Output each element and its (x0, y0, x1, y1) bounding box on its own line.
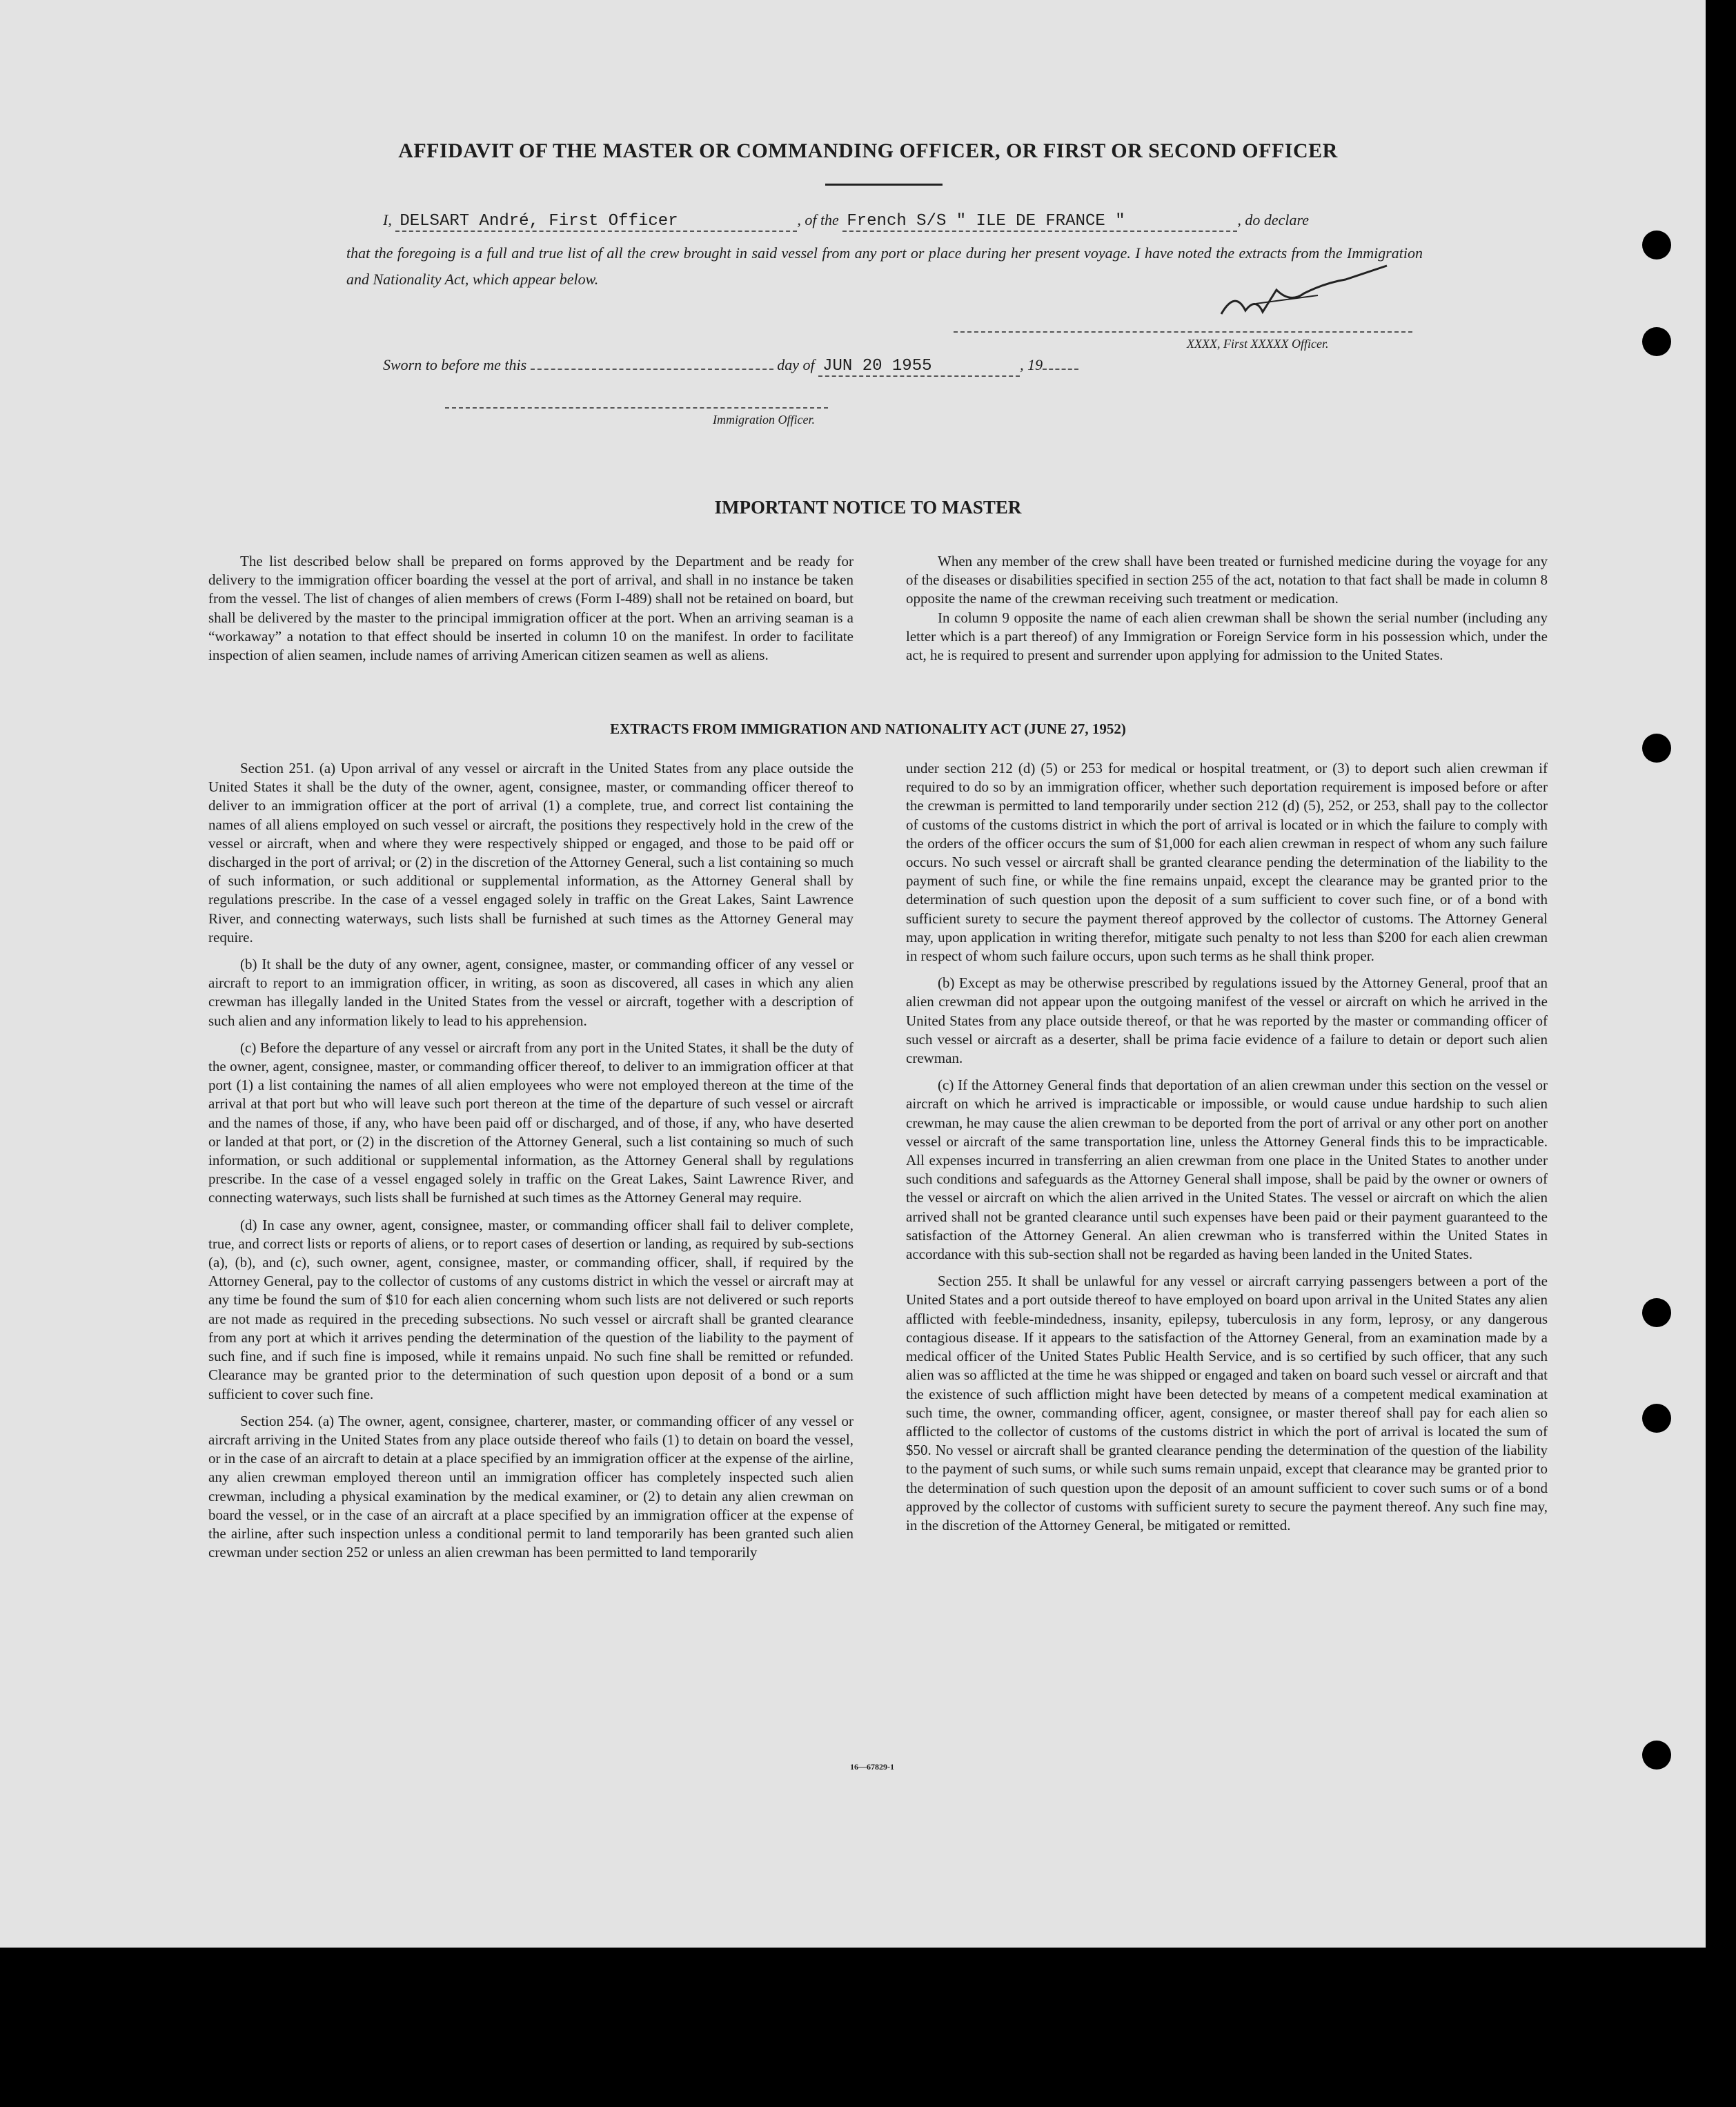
extract-paragraph: (c) Before the departure of any vessel or aircraft from any port in the United States, it shall be the duty of the owner, agent, consignee, master, or commanding officer thereof, to deliver to an immigration officer at that port (1) a list containing the names of all alien employees who were not employed thereon at the time of the arrival at that port but who will leave such port thereon at the time of the departure of such vessel or aircraft and the names of those, if any, who have been paid off or discharged, and of those, if any, who have deserted or landed at that port, or (2) in the discretion of the Attorney General, such a list containing so much of such information, or such additional or supplemental information, as the Attorney General shall by regulations prescribe. In the case of a vessel engaged solely in traffic on the Great Lakes, Saint Lawrence River, and connecting waterways, such lists shall be furnished at such times as the Attorney General may require. (208, 1039, 854, 1206)
sworn-year-prefix: , 19 (1020, 356, 1043, 373)
punch-hole-icon (1642, 327, 1671, 356)
sworn-prefix: Sworn to before me this (383, 356, 527, 373)
form-number: 16—67829-1 (850, 1762, 894, 1772)
sworn-day-of: day of (777, 356, 815, 373)
notice-right-column (906, 552, 1548, 673)
extract-paragraph: Section 255. It shall be unlawful for any vessel or aircraft carrying passengers between a port of the United States and a port outside thereof to have employed on board upon arrival in the United States any alien afflicted with feeble-mindedness, insanity, epilepsy, tuberculosis in any form, leprosy, or any dangerous contagious disease. If it appears to the satisfaction of the Attorney General, from an examination made by a medical officer of the United States Public Health Service, and is so certified by such officer, that any such alien was so afflicted at the time he was shipped or engaged and taken on board such vessel or aircraft and that the existence of such affliction might have been detected by means of a competent medical examination at such time, the owner, commanding officer, agent, consignee, or master thereof shall pay for each alien so afflicted to the collector of customs of the customs district in which the port of arrival is located the sum of $50. No vessel or aircraft shall be granted clearance pending the determination of the question of the liability to the payment of such sums, or while such sums remain unpaid, except that clearance may be granted prior to the determination of such question upon the deposit of an amount sufficient to cover such sums or of a bond approved by the collector of customs with sufficient surety to secure the payment thereof. Any such fine may, in the discretion of the Attorney General, be mitigated or remitted. (906, 1273, 1548, 1533)
extract-paragraph: (b) Except as may be otherwise prescribed by regulations issued by the Attorney General, proof that an alien crewman did not appear upon the outgoing manifest of the vessel or aircraft on which he arrived in the United States from any place outside thereof, or that he was reported by the master or commanding officer of such vessel or aircraft as a deserter, shall be prima facie evidence of a failure to detain or deport such alien crewman. (906, 974, 1548, 1067)
notice-right-paragraph: In column 9 opposite the name of each alien crewman shall be shown the serial number (including any letter which is a part thereof) of any Immigration or Foreign Service form in his possession which, under the act, he is required to present and surrender upon applying for admission to the United States. (906, 609, 1548, 664)
punch-hole-icon (1642, 734, 1671, 763)
extract-paragraph: (c) If the Attorney General finds that deportation of an alien crewman under this section on the vessel or aircraft on which he arrived is impracticable or impossible, or would cause undue hardship to such alien crewman, he may cause the alien crewman to be deported from the port of arrival or any other port on another vessel or aircraft of the same transportation line, unless the Attorney General finds this to be impracticable. All expenses incurred in transferring an alien crewman from one place in the United States to another under such conditions and safeguards as the Attorney General shall impose, shall be paid by the owner or owners of the vessel or aircraft on which the alien arrived in the United States. The vessel or aircraft on which the alien arrived shall not be granted clearance until such expenses have been paid or their payment guaranteed to the satisfaction of the Attorney General. An alien crewman who is transferred within the United States in accordance with this sub-section shall not be regarded as having been landed in the United States. (906, 1077, 1548, 1263)
extracts-heading: EXTRACTS FROM IMMIGRATION AND NATIONALITY ACT (JUNE 27, 1952) (610, 721, 1126, 737)
immigration-officer-label: Immigration Officer. (713, 413, 815, 427)
signature-label: XXXX, First XXXXX Officer. (1187, 337, 1329, 351)
sworn-day-field (531, 369, 773, 370)
sworn-line (383, 356, 1078, 377)
declaration-i: I, (383, 211, 392, 228)
signature-line (954, 331, 1412, 333)
sworn-date-field: JUN 20 1955 (818, 357, 1020, 377)
notice-right-paragraph: When any member of the crew shall have been treated or furnished medicine during the voyage for any of the diseases or disabilities specified in section 255 of the act, notation to that fact shall be made in column 8 opposite the name of the crewman receiving such treatment or medication. (906, 553, 1548, 607)
punch-hole-icon (1642, 231, 1671, 259)
punch-hole-icon (1642, 1298, 1671, 1327)
punch-hole-icon (1642, 1741, 1671, 1770)
notice-left-paragraph: The list described below shall be prepared on forms approved by the Department and be ready for delivery to the immigration officer boarding the vessel at the port of arrival, and shall in no instance be taken from the vessel. The list of changes of alien members of crews (Form I-489) shall not be retained on board, but shall be delivered by the master to the principal immigration officer at the port. When an arriving seaman is a “workaway” a notation to that effect should be inserted in column 10 on the manifest. In order to facilitate inspection of alien seamen, include names of arriving American citizen seamen as well as aliens. (208, 553, 854, 664)
signature-mark (1214, 262, 1394, 324)
extracts-left-column (208, 759, 854, 1570)
title-rule (825, 184, 943, 186)
notice-heading: IMPORTANT NOTICE TO MASTER (714, 497, 1022, 518)
extract-paragraph: under section 212 (d) (5) or 253 for medical or hospital treatment, or (3) to deport such alien crewman if required to do so by an immigration officer, whether such deportation requirement is imposed before or after the crewman is permitted to land temporarily under section 212 (d) (5), 252, or 253, shall pay to the collector of customs of the customs district in which the port of arrival is located or in which the failure to comply with the orders of the officer occurs the sum of $1,000 for each alien crewman in respect of whom any such failure occurs. No such vessel or aircraft shall be granted clearance pending the determination of the liability to the payment of such fine, or while the fine remains unpaid, except the clearance may be granted prior to the determination of such question upon the deposit of a sum sufficient to cover such fine, or of a bond with sufficient surety to secure the payment thereof approved by the collector of customs. The Attorney General may, upon application in writing therefor, mitigate such penalty to not less than $200 for each alien crewman in respect of whom such failure occurs, upon such terms as he shall think proper. (906, 760, 1548, 965)
extracts-right-column (906, 759, 1548, 1543)
notice-left-column (208, 552, 854, 673)
extract-paragraph: (b) It shall be the duty of any owner, agent, consignee, master, or commanding officer of any vessel or aircraft to report to an immigration officer, in writing, as soon as discovered, all cases in which any alien crewman has illegally landed in the United States from the vessel or aircraft, together with a description of such alien and any information likely to lead to his apprehension. (208, 956, 854, 1029)
immigration-officer-line (445, 407, 828, 409)
affidavit-title: AFFIDAVIT OF THE MASTER OR COMMANDING OFFICER, OR FIRST OR SECOND OFFICER (398, 139, 1338, 162)
officer-name-field: DELSART André, First Officer (395, 212, 797, 232)
vessel-name-field: French S/S " ILE DE FRANCE " (842, 212, 1237, 232)
extract-paragraph: Section 251. (a) Upon arrival of any vessel or aircraft in the United States from any place outside the United States it shall be the duty of the owner, agent, consignee, master, or commanding officer thereof to deliver to an immigration officer at the port of arrival (1) a complete, true, and correct list containing the names of all aliens employed on such vessel or aircraft, the positions they respectively hold in the crew of the vessel or aircraft, when and where they were respectively shipped or engaged, and those to be paid off or discharged in the port of arrival; or (2) in the discretion of the Attorney General, such a list containing so much of such information, or such additional or supplemental information, as the Attorney General shall by regulations prescribe. In the case of a vessel engaged solely in traffic on the Great Lakes, Saint Lawrence River, and connecting waterways, such lists shall be furnished at such times as the Attorney General may require. (208, 760, 854, 945)
declaration-body: that the foregoing is a full and true list of all the crew brought in said vessel from any port or place during her present voyage. I have noted the extracts from the Immigration and Nationality Act, which appear below. (346, 244, 1423, 288)
punch-hole-icon (1642, 1404, 1671, 1433)
sworn-year-field (1043, 369, 1078, 370)
declaration-do-declare: , do declare (1237, 211, 1309, 228)
declaration-of-the: , of the (797, 211, 839, 228)
extract-paragraph: Section 254. (a) The owner, agent, consignee, charterer, master, or commanding officer of any vessel or aircraft arriving in the United States from any place outside thereof who fails (1) to detain on board the vessel, or in the case of an aircraft to detain at a place specified by an immigration officer at the expense of the airline, any alien crewman employed thereon until an immigration officer has completely inspected such alien crewman, including a physical examination by the medical examiner, or (2) to detain any alien crewman on board the vessel, or in the case of an aircraft at a place specified by an immigration officer at the expense of the airline, after such inspection unless a conditional permit to land temporarily has been granted such alien crewman under section 252 or unless an alien crewman has been permitted to land temporarily (208, 1412, 854, 1561)
extract-paragraph: (d) In case any owner, agent, consignee, master, or commanding officer shall fail to deliver complete, true, and correct lists or reports of aliens, or to report cases of desertion or landing, as required by sub-sections (a), (b), and (c), such owner, agent, consignee, master, or commanding officer, shall, if required by the Attorney General, pay to the collector of customs of any customs district in which the vessel or aircraft may at any time be found the sum of $10 for each alien concerning whom such lists are not delivered or such reports are not made as required in the preceding subsections. No such vessel or aircraft shall be granted clearance from any port at which it arrives pending the determination of the question of the liability to the payment of such fine, and if such fine is imposed, while it remains unpaid. No such fine shall be remitted or refunded. Clearance may be granted prior to the determination of such question upon deposit of a bond or a sum sufficient to cover such fine. (208, 1216, 854, 1402)
declaration-line (383, 211, 1309, 232)
